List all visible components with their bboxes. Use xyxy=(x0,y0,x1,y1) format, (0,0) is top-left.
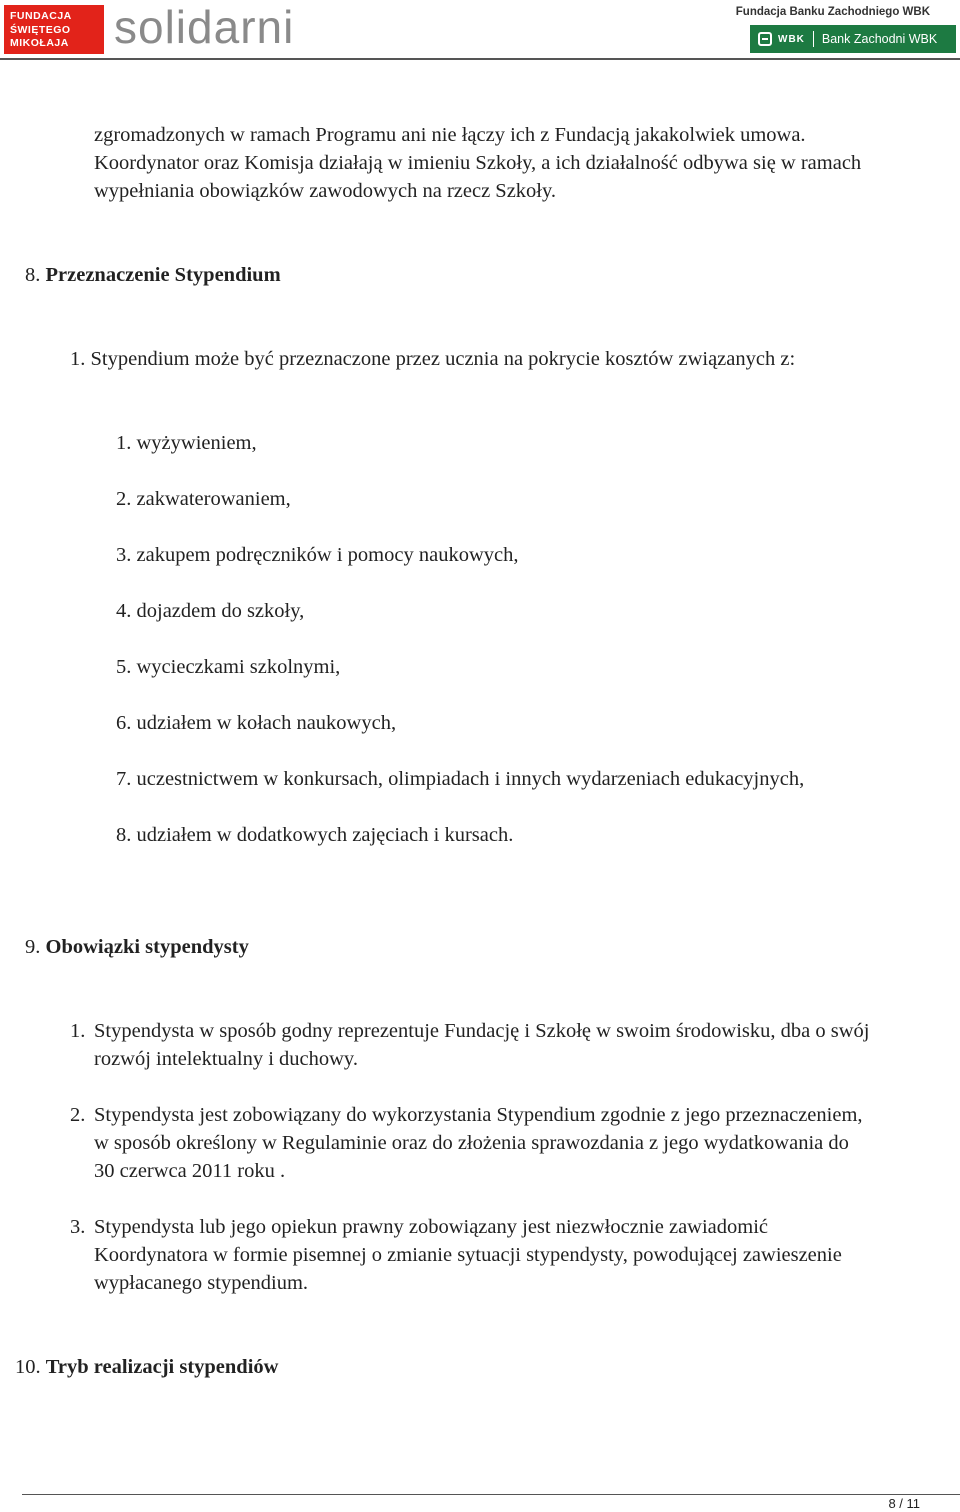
point-line: w sposób określony w Regulaminie oraz do złożenia sprawozdania z jego wydatkowania do xyxy=(94,1132,849,1154)
point-number: 1. xyxy=(70,1020,86,1042)
divider xyxy=(813,31,814,47)
section-9-heading xyxy=(25,933,249,961)
list-item: 5. wycieczkami szkolnymi, xyxy=(116,656,341,678)
section-title: Tryb realizacji stypendiów xyxy=(45,1356,279,1378)
section-number: 9. xyxy=(25,936,41,958)
intro-line: zgromadzonych w ramach Programu ani nie łączy ich z Fundacją jakakolwiek umowa. xyxy=(94,124,806,146)
point-line: rozwój intelektualny i duchowy. xyxy=(94,1048,358,1070)
point-line: Stypendysta jest zobowiązany do wykorzystania Stypendium zgodnie z jego przeznaczeniem, xyxy=(94,1104,863,1126)
bank-name: Bank Zachodni WBK xyxy=(821,32,938,46)
page-number: 8 / 11 xyxy=(888,1496,920,1511)
point-number: 2. xyxy=(70,1104,86,1126)
section-title: Obowiązki stypendysty xyxy=(45,936,249,958)
intro-line: Koordynator oraz Komisja działają w imieniu Szkoły, a ich działalność odbywa się w ramach xyxy=(94,152,862,174)
list-item: 2. zakwaterowaniem, xyxy=(116,488,291,510)
section-number: 10. xyxy=(15,1356,41,1378)
section-10-heading xyxy=(15,1353,278,1381)
point-line: Stypendysta w sposób godny reprezentuje Fundację i Szkołę w swoim środowisku, dba o swój xyxy=(94,1020,870,1042)
list-item: 4. dojazdem do szkoły, xyxy=(116,600,305,622)
logo-line: MIKOŁAJA xyxy=(10,37,69,49)
point-line: wypłacanego stypendium. xyxy=(94,1272,309,1294)
logo-line: FUNDACJA xyxy=(10,10,72,22)
point-line: 30 czerwca 2011 roku . xyxy=(94,1160,286,1182)
point-text: Stypendium może być przeznaczone przez ucznia na pokrycie kosztów związanych z: xyxy=(90,348,796,370)
solidarni-logo: solidarni xyxy=(114,1,295,53)
section-8-point-1 xyxy=(70,345,795,373)
list-item: 6. udziałem w kołach naukowych, xyxy=(116,712,397,734)
wbk-mark-icon xyxy=(758,32,772,46)
section-number: 8. xyxy=(25,264,41,286)
footer-divider xyxy=(22,1494,960,1495)
intro-line: wypełniania obowiązków zawodowych na rzecz Szkoły. xyxy=(94,180,557,202)
list-item: 1. wyżywieniem, xyxy=(116,432,257,454)
logo-line: ŚWIĘTEGO xyxy=(10,23,71,36)
point-number: 3. xyxy=(70,1216,86,1238)
wbk-foundation-caption: Fundacja Banku Zachodniego WBK xyxy=(735,6,930,18)
section-title: Przeznaczenie Stypendium xyxy=(45,264,281,286)
point-line: Stypendysta lub jego opiekun prawny zobowiązany jest niezwłocznie zawiadomić xyxy=(94,1216,769,1238)
point-line: Koordynatora w formie pisemnej o zmianie sytuacji stypendysty, powodującej zawieszenie xyxy=(94,1244,842,1266)
section-8-heading xyxy=(25,261,281,289)
list-item: 7. uczestnictwem w konkursach, olimpiadach i innych wydarzeniach edukacyjnych, xyxy=(116,768,805,790)
point-number: 1. xyxy=(70,348,86,370)
fundacja-swietego-mikolaja-logo xyxy=(4,5,104,54)
bank-zachodni-wbk-logo xyxy=(750,25,956,53)
wbk-brand: WBK xyxy=(778,33,805,45)
list-item: 8. udziałem w dodatkowych zajęciach i kursach. xyxy=(116,824,514,846)
header-divider xyxy=(0,58,960,60)
list-item: 3. zakupem podręczników i pomocy naukowych, xyxy=(116,544,519,566)
page-header xyxy=(0,0,960,60)
